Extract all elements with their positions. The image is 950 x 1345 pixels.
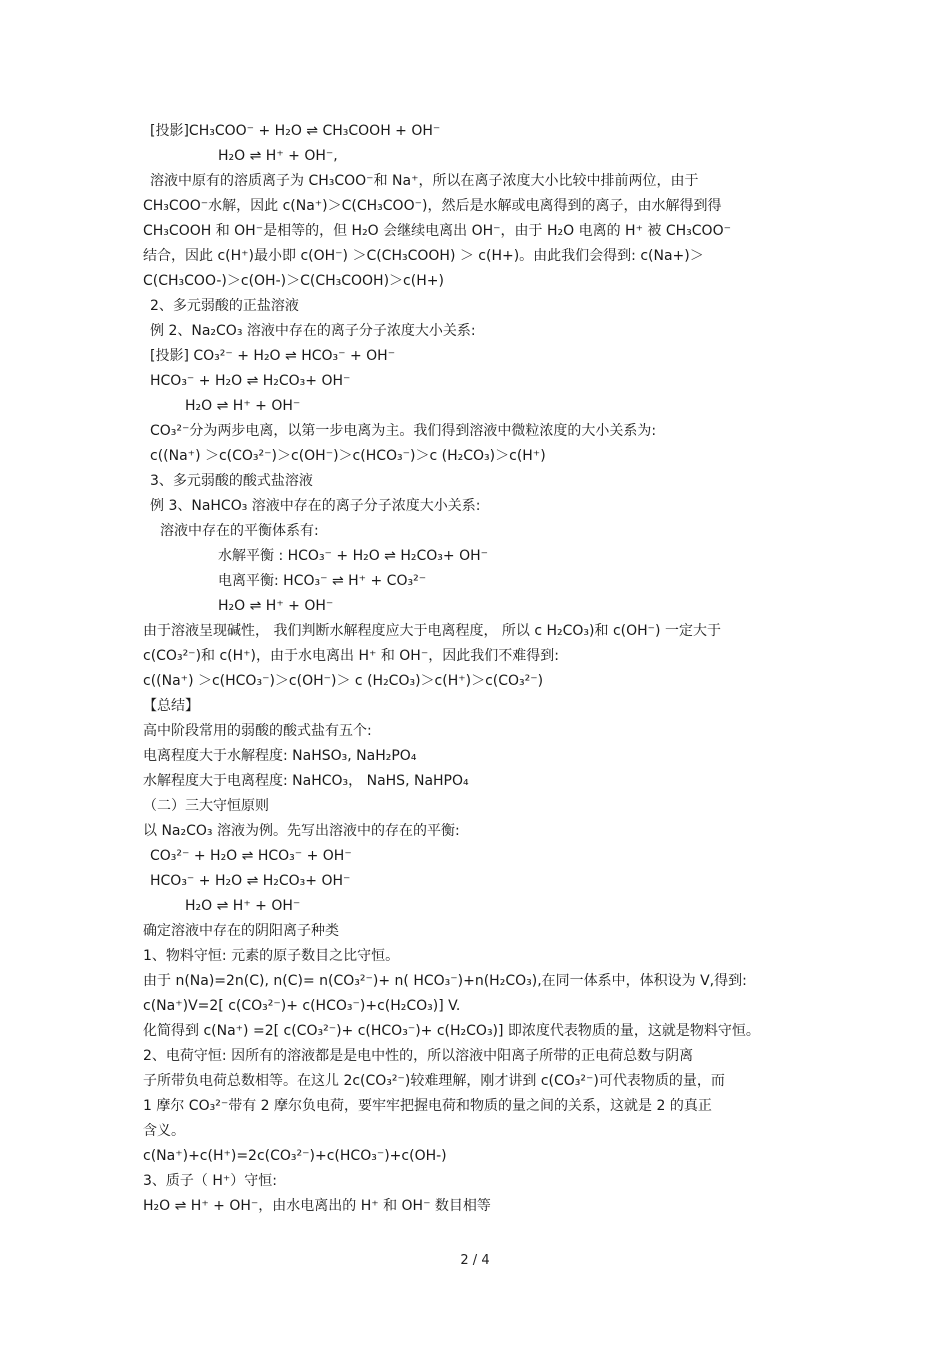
page-number: 2 / 4 xyxy=(460,1253,490,1268)
text-line: （二）三大守恒原则 xyxy=(143,798,269,814)
text-line: 【总结】 xyxy=(143,698,199,714)
text-line: 电离平衡: HCO₃⁻ ⇌ H⁺ + CO₃²⁻ xyxy=(218,573,427,589)
text-line: 2、多元弱酸的正盐溶液 xyxy=(150,298,299,314)
text-line: 2、电荷守恒: 因所有的溶液都是是电中性的，所以溶液中阳离子所带的正电荷总数与阴离 xyxy=(143,1048,694,1064)
text-line: 溶液中原有的溶质离子为 CH₃COO⁻和 Na⁺，所以在离子浓度大小比较中排前两位，由于 xyxy=(150,173,699,189)
text-line: 化简得到 c(Na⁺) =2[ c(CO₃²⁻)+ c(HCO₃⁻)+ c(H₂CO₃)] 即浓度代表物质的量，这就是物料守恒。 xyxy=(143,1023,760,1039)
text-line: 3、质子（ H⁺）守恒: xyxy=(143,1173,277,1189)
text-line: 由于 n(Na)=2n(C), n(C)= n(CO₃²⁻)+ n( HCO₃⁻)+n(H₂CO₃),在同一体系中，体积设为 V,得到: xyxy=(143,973,747,989)
text-line: [投影]CH₃COO⁻ + H₂O ⇌ CH₃COOH + OH⁻ xyxy=(150,123,441,139)
text-line: 水解平衡 : HCO₃⁻ + H₂O ⇌ H₂CO₃+ OH⁻ xyxy=(218,548,489,564)
text-line: H₂O ⇌ H⁺ + OH⁻ xyxy=(185,898,301,914)
text-line: CH₃COO⁻水解，因此 c(Na⁺)＞C(CH₃COO⁻)，然后是水解或电离得到的离子，由水解得到得 xyxy=(143,198,722,214)
text-line: 3、多元弱酸的酸式盐溶液 xyxy=(150,473,313,489)
text-line: 以 Na₂CO₃ 溶液为例。先写出溶液中的存在的平衡: xyxy=(143,823,460,839)
text-line: 结合，因此 c(H⁺)最小即 c(OH⁻) ＞C(CH₃COOH) ＞ c(H+)。由此我们会得到: c(Na+)＞ xyxy=(143,248,704,264)
text-line: H₂O ⇌ H⁺ + OH⁻ xyxy=(218,598,334,614)
text-line: 例 2、Na₂CO₃ 溶液中存在的离子分子浓度大小关系: xyxy=(150,323,476,339)
text-line: H₂O ⇌ H⁺ + OH⁻, xyxy=(218,148,338,164)
text-line: [投影] CO₃²⁻ + H₂O ⇌ HCO₃⁻ + OH⁻ xyxy=(150,348,396,364)
text-line: CH₃COOH 和 OH⁻是相等的，但 H₂O 会继续电离出 OH⁻，由于 H₂O 电离的 H⁺ 被 CH₃COO⁻ xyxy=(143,223,731,239)
text-line: 含义。 xyxy=(143,1123,185,1139)
text-line: 由于溶液呈现碱性， 我们判断水解程度应大于电离程度， 所以 c H₂CO₃)和 c(OH⁻) 一定大于 xyxy=(143,623,721,639)
text-line: 溶液中存在的平衡体系有: xyxy=(160,523,319,539)
text-line: 1、物料守恒: 元素的原子数目之比守恒。 xyxy=(143,948,400,964)
text-line: c((Na⁺) ＞c(HCO₃⁻)＞c(OH⁻)＞ c (H₂CO₃)＞c(H⁺)＞c(CO₃²⁻) xyxy=(143,673,544,689)
text-line: H₂O ⇌ H⁺ + OH⁻ xyxy=(185,398,301,414)
text-line: 高中阶段常用的弱酸的酸式盐有五个: xyxy=(143,723,372,739)
text-line: HCO₃⁻ + H₂O ⇌ H₂CO₃+ OH⁻ xyxy=(150,373,351,389)
text-line: 水解程度大于电离程度: NaHCO₃， NaHS, NaHPO₄ xyxy=(143,773,469,789)
text-line: C(CH₃COO-)＞c(OH-)＞C(CH₃COOH)＞c(H+) xyxy=(143,273,444,289)
text-line: CO₃²⁻ + H₂O ⇌ HCO₃⁻ + OH⁻ xyxy=(150,848,352,864)
text-line: 子所带负电荷总数相等。在这儿 2c(CO₃²⁻)较难理解，刚才讲到 c(CO₃²⁻)可代表物质的量，而 xyxy=(143,1073,725,1089)
text-line: H₂O ⇌ H⁺ + OH⁻，由水电离出的 H⁺ 和 OH⁻ 数目相等 xyxy=(143,1198,491,1214)
text-line: c(CO₃²⁻)和 c(H⁺)，由于水电离出 H⁺ 和 OH⁻，因此我们不难得到: xyxy=(143,648,559,664)
text-line: 例 3、NaHCO₃ 溶液中存在的离子分子浓度大小关系: xyxy=(150,498,481,514)
text-line: c(Na⁺)+c(H⁺)=2c(CO₃²⁻)+c(HCO₃⁻)+c(OH-) xyxy=(143,1148,447,1164)
text-line: c((Na⁺) ＞c(CO₃²⁻)＞c(OH⁻)＞c(HCO₃⁻)＞c (H₂CO₃)＞c(H⁺) xyxy=(150,448,546,464)
text-line: 电离程度大于水解程度: NaHSO₃, NaH₂PO₄ xyxy=(143,748,417,764)
text-line: CO₃²⁻分为两步电离，以第一步电离为主。我们得到溶液中微粒浓度的大小关系为: xyxy=(150,423,657,439)
text-line: HCO₃⁻ + H₂O ⇌ H₂CO₃+ OH⁻ xyxy=(150,873,351,889)
text-line: 确定溶液中存在的阴阳离子种类 xyxy=(143,923,339,939)
text-line: 1 摩尔 CO₃²⁻带有 2 摩尔负电荷，要牢牢把握电荷和物质的量之间的关系，这就是 2 的真正 xyxy=(143,1098,712,1114)
text-line: c(Na⁺)V=2[ c(CO₃²⁻)+ c(HCO₃⁻)+c(H₂CO₃)] V. xyxy=(143,998,461,1014)
